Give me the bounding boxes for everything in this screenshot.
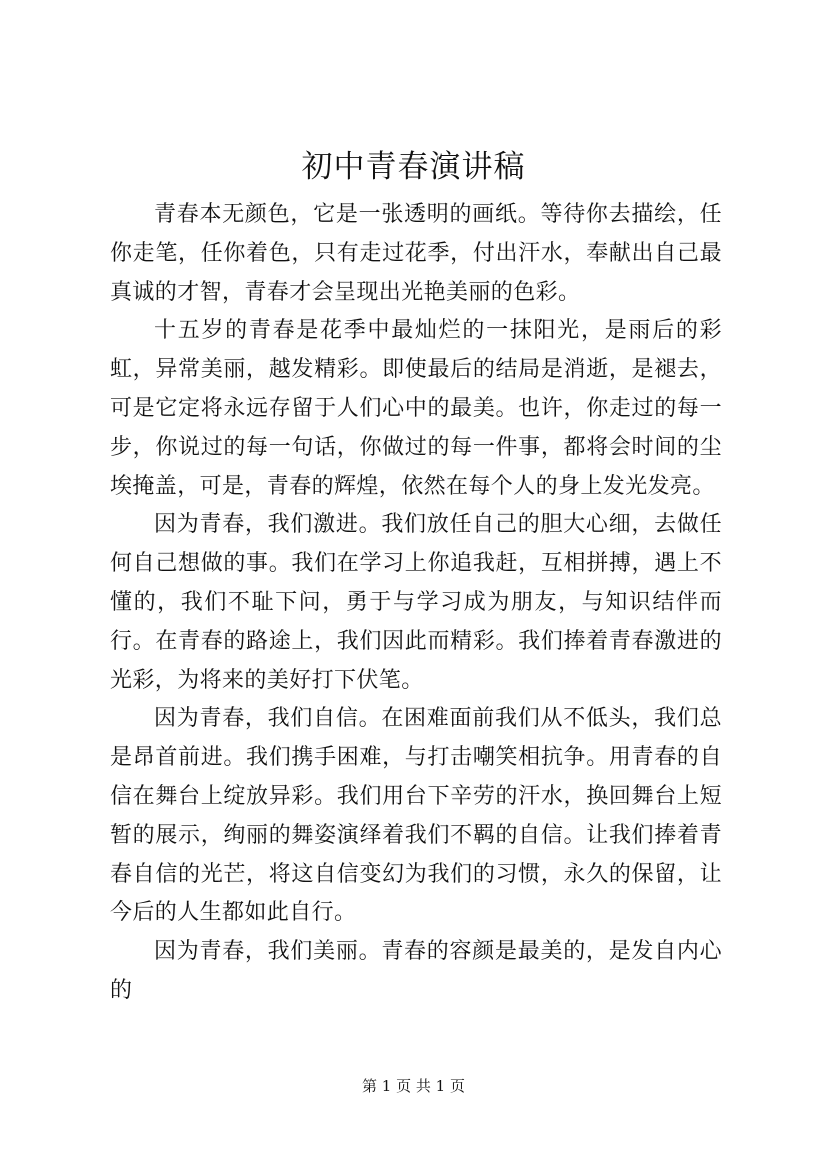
paragraph-1: 青春本无颜色，它是一张透明的画纸。等待你去描绘，任你走笔，任你着色，只有走过花季，付出汗水，奉献出自己最真诚的才智，青春才会呈现出光艳美丽的色彩。	[110, 202, 722, 305]
document-body	[110, 196, 722, 1011]
paragraph-5: 因为青春，我们美丽。青春的容颜是最美的，是发自内心的	[110, 939, 722, 1003]
page-footer: 第 1 页 共 1 页	[362, 1077, 465, 1095]
paragraph-4: 因为青春，我们自信。在困难面前我们从不低头，我们总是昂首前进。我们携手困难，与打击嘲笑相抗争。用青春的自信在舞台上绽放异彩。我们用台下辛劳的汗水，换回舞台上短暂的展示，绚丽的舞姿演绎着我们不羁的自信。让我们捧着青春自信的光芒，将这自信变幻为我们的习惯，永久的保留，让今后的人生都如此自行。	[110, 706, 722, 926]
paragraph-3: 因为青春，我们激进。我们放任自己的胆大心细，去做任何自己想做的事。我们在学习上你追我赶，互相拼搏，遇上不懂的，我们不耻下问，勇于与学习成为朋友，与知识结伴而行。在青春的路途上，我们因此而精彩。我们捧着青春激进的光彩，为将来的美好打下伏笔。	[110, 512, 722, 693]
document-title: 初中青春演讲稿	[301, 149, 526, 185]
paragraph-2: 十五岁的青春是花季中最灿烂的一抹阳光，是雨后的彩虹，异常美丽，越发精彩。即使最后的结局是消逝，是褪去，可是它定将永远存留于人们心中的最美。也许，你走过的每一步，你说过的每一句话，你做过的每一件事，都将会时间的尘埃掩盖，可是，青春的辉煌，依然在每个人的身上发光发亮。	[110, 318, 722, 499]
